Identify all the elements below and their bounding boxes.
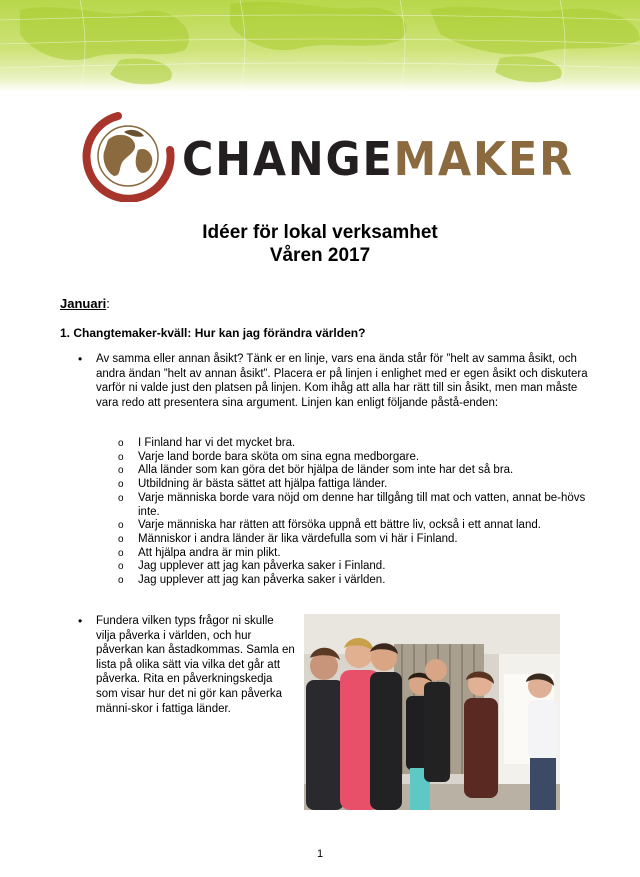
list-item: o Alla länder som kan göra det bör hjälpa de länder som inte har det så bra. bbox=[118, 464, 588, 478]
bullet-icon: • bbox=[78, 614, 83, 628]
logo-word-maker: MAKER bbox=[393, 132, 574, 186]
list-item: o Jag upplever att jag kan påverka saker i världen. bbox=[118, 574, 588, 588]
bullet-paragraph-2: Fundera vilken typs frågor ni skulle vilja påverka i världen, och hur påverkan kan åstadkommas. Samla en lista på olika sätt via vilka det går att påverka. Rita en påverkningskedja som visar hur det ni gör kan påverka männi-skor i fattiga länder. bbox=[96, 615, 295, 715]
section-month bbox=[60, 296, 110, 311]
logo-word-change: CHANGE bbox=[182, 132, 394, 186]
section-heading: 1. Changtemaker-kväll: Hur kan jag förändra världen? bbox=[60, 326, 366, 340]
list-item: o Varje land borde bara sköta om sina egna medborgare. bbox=[118, 451, 588, 465]
statement-list bbox=[118, 437, 588, 588]
list-item: o I Finland har vi det mycket bra. bbox=[118, 437, 588, 451]
list-item: o Människor i andra länder är lika värdefulla som vi här i Finland. bbox=[118, 533, 588, 547]
bullet-icon: • bbox=[78, 352, 83, 366]
page-number: 1 bbox=[316, 848, 324, 860]
document-title: Idéer för lokal verksamhet bbox=[202, 222, 438, 243]
logo-wordmark bbox=[182, 132, 574, 186]
bullet-paragraph-1: Av samma eller annan åsikt? Tänk er en linje, vars ena ända står för ”helt av samma åsikt, och andra ändan ”helt av annan åsikt”. Placera er på linjen i enlighet med er egen åsikt och diskutera varför ni valde just den platsen på linjen. Kom ihåg att alla har rätt till sin åsikt, men man måste vara redo att presentera sina argument. Linjen kan enligt följande påstå-enden: bbox=[96, 353, 588, 409]
changemaker-logo bbox=[78, 110, 574, 202]
globe-swirl-icon bbox=[78, 110, 178, 202]
month-suffix: : bbox=[106, 296, 110, 311]
world-map-banner bbox=[0, 0, 640, 92]
list-item: o Utbildning är bästa sättet att hjälpa fattiga länder. bbox=[118, 478, 588, 492]
group-photo bbox=[304, 614, 560, 810]
list-item: o Att hjälpa andra är min plikt. bbox=[118, 547, 588, 561]
document-subtitle: Våren 2017 bbox=[269, 245, 371, 266]
month-label: Januari bbox=[60, 296, 107, 311]
list-item: o Jag upplever att jag kan påverka saker i Finland. bbox=[118, 560, 588, 574]
list-item: o Varje människa borde vara nöjd om denne har tillgång till mat och vatten, annat be-hövs inte. bbox=[118, 492, 588, 519]
list-item: o Varje människa har rätten att försöka uppnå ett bättre liv, också i ett annat land. bbox=[118, 519, 588, 533]
